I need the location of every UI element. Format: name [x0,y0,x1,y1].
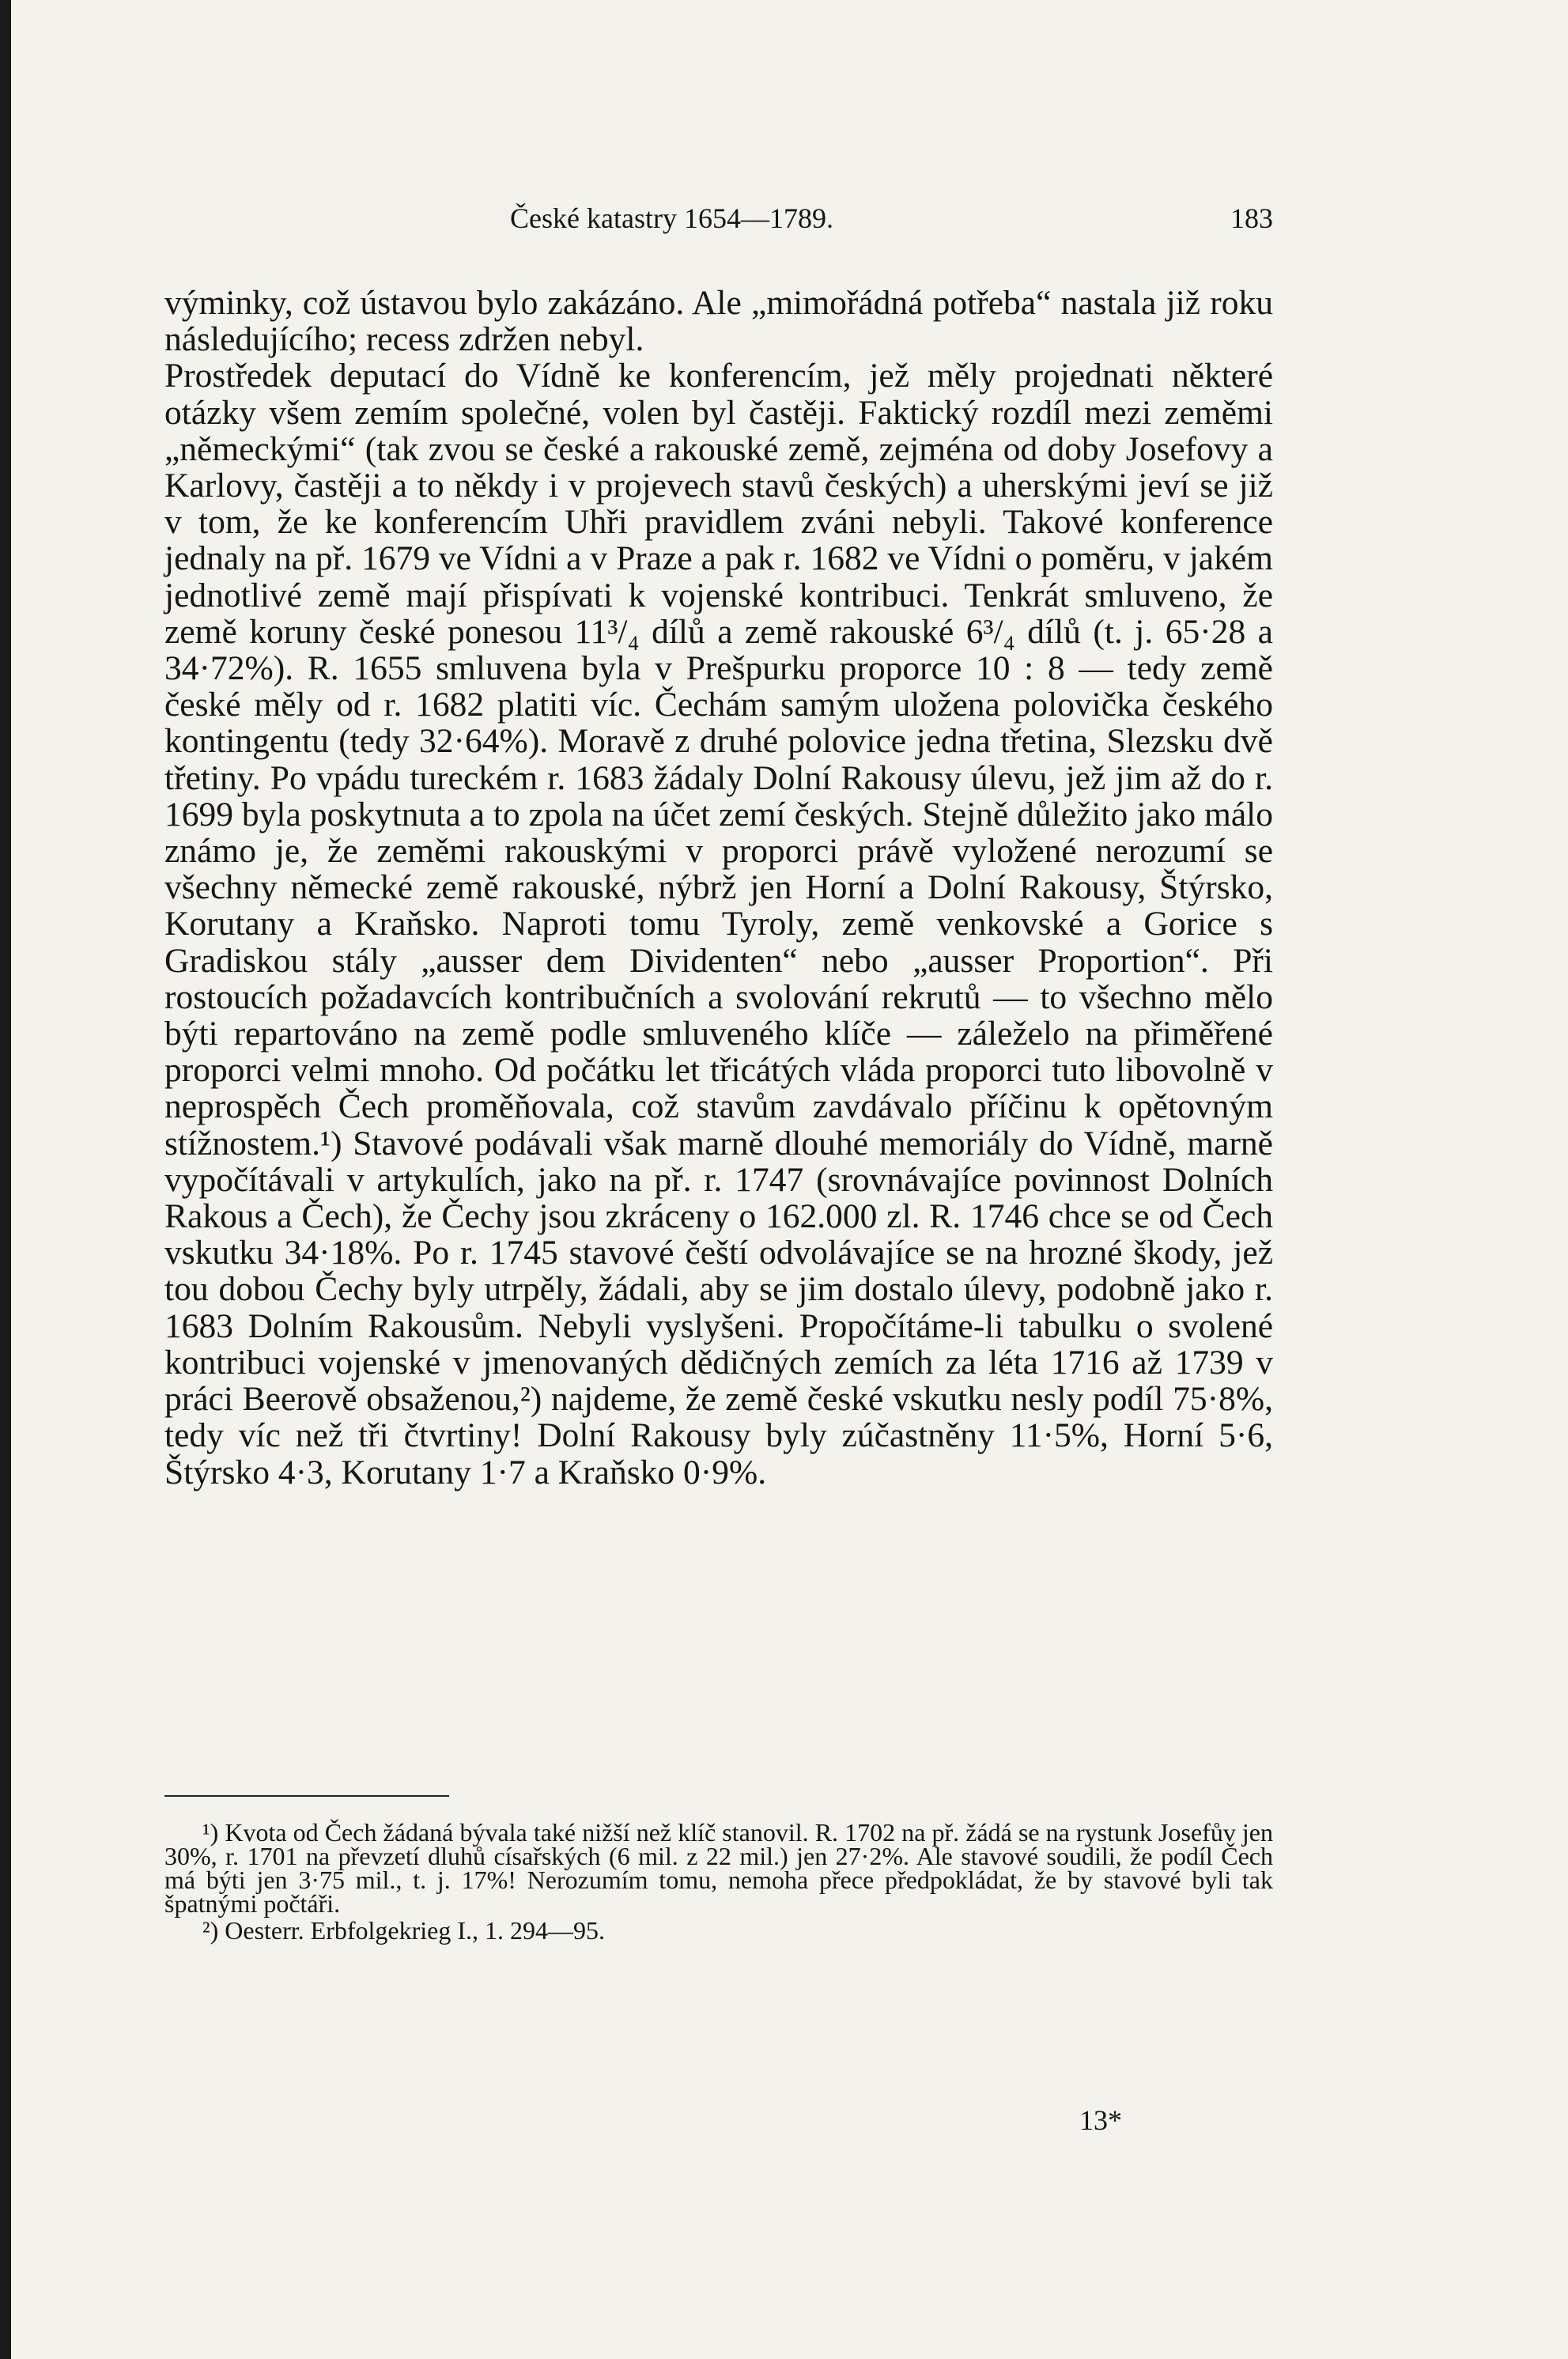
main-text [164,285,1273,1491]
page-edge-shadow [0,0,11,2359]
footnote-separator [164,1795,449,1797]
signature-mark: 13* [1079,2104,1122,2136]
footnote-2: ²) Oesterr. Erbfolgekrieg I., 1. 294—95. [202,1916,606,1945]
footnotes [164,1818,1273,1945]
page-number: 183 [1230,202,1273,234]
running-title: České katastry 1654—1789. [510,202,833,234]
paragraph-1: výminky, což ústavou bylo zakázáno. Ale „mimořádná potřeba“ nastala již roku následujícího; recess zdržen nebyl. [164,284,1273,359]
running-header [510,202,1273,241]
paragraph-2: Prostředek deputací do Vídně ke konferencím, jež měly projednati některé otázky všem zemím společné, volen byl častěji. Faktický rozdíl mezi zeměmi „německými“ (tak zvou se české a rakouské země, zejména od doby Josefovy a Karlovy, častěji a to někdy i v projevech stavů českých) a uherskými jeví se již v tom, že ke konferencím Uhři pravidlem zváni nebyli. Takové konference jednaly na př. 1679 ve Vídni a v Praze a pak r. 1682 ve Vídni o poměru, v jakém jednotlivé země mají přispívati k vojenské kontribuci. Tenkrát smluveno, že země koruny české ponesou 11³/₄ dílů a země rakouské 6³/₄ dílů (t. j. 65·28 a 34·72%). R. 1655 smluvena byla v Prešpurku proporce 10 : 8 — tedy země české měly od r. 1682 platiti víc. Čechám samým uložena polovička českého kontingentu (tedy 32·64%). Moravě z druhé polovice jedna třetina, Slezsku dvě třetiny. Po vpádu tureckém r. 1683 žádaly Dolní Rakousy úlevu, jež jim až do r. 1699 byla poskytnuta a to zpola na účet zemí českých. Stejně důležito jako málo známo je, že zeměmi rakouskými v proporci právě vyložené nerozumí se všechny německé země rakouské, nýbrž jen Horní a Dolní Rakousy, Štýrsko, Korutany a Kraňsko. Naproti tomu Tyroly, země venkovské a Gorice s Gradiskou stály „ausser dem Dividenten“ nebo „ausser Proportion“. Při rostoucích požadavcích kontribučních a svolování rekrutů — to všechno mělo býti repartováno na země podle smluveného klíče — záleželo na přiměřené proporci velmi mnoho. Od počátku let třicátých vláda proporci tuto libovolně v neprospěch Čech proměňovala, což stavům zavdávalo příčinu k opětovným stížnostem.¹) Stavové podávali však marně dlouhé memoriály do Vídně, marně vypočítávali v artykulích, jako na př. r. 1747 (srovnávajíce povinnost Dolních Rakous a Čech), že Čechy jsou zkráceny o 162.000 zl. R. 1746 chce se od Čech vskutku 34·18%. Po r. 1745 stavové čeští odvolávajíce se na hrozné škody, jež tou dobou Čechy byly utrpěly, žádali, aby se jim dostalo úlevy, podobně jako r. 1683 Dolním Rakousům. Nebyli vyslyšeni. Propočítáme-li tabulku o svolené kontribuci vojenské v jmenovaných dědičných zemích za léta 1716 až 1739 v práci Beerově obsaženou,²) najdeme, že země české vskutku nesly podíl 75·8%, tedy víc než tři čtvrtiny! Dolní Rakousy byly zúčastněny 11·5%, Horní 5·6, Štýrsko 4·3, Korutany 1·7 a Kraňsko 0·9%. [164,357,1273,1491]
footnote-1: ¹) Kvota od Čech žádaná bývala také nižší než klíč stanovil. R. 1702 na př. žádá se na rystunk Josefův jen 30%, r. 1701 na převzetí dluhů císařských (6 mil. z 22 mil.) jen 27·2%. Ale stavové soudili, že podíl Čech má býti jen 3·75 mil., t. j. 17%! Nerozumím tomu, nemoha přece předpokládat, že by stavové byli tak špatnými počtáři. [164,1818,1273,1918]
